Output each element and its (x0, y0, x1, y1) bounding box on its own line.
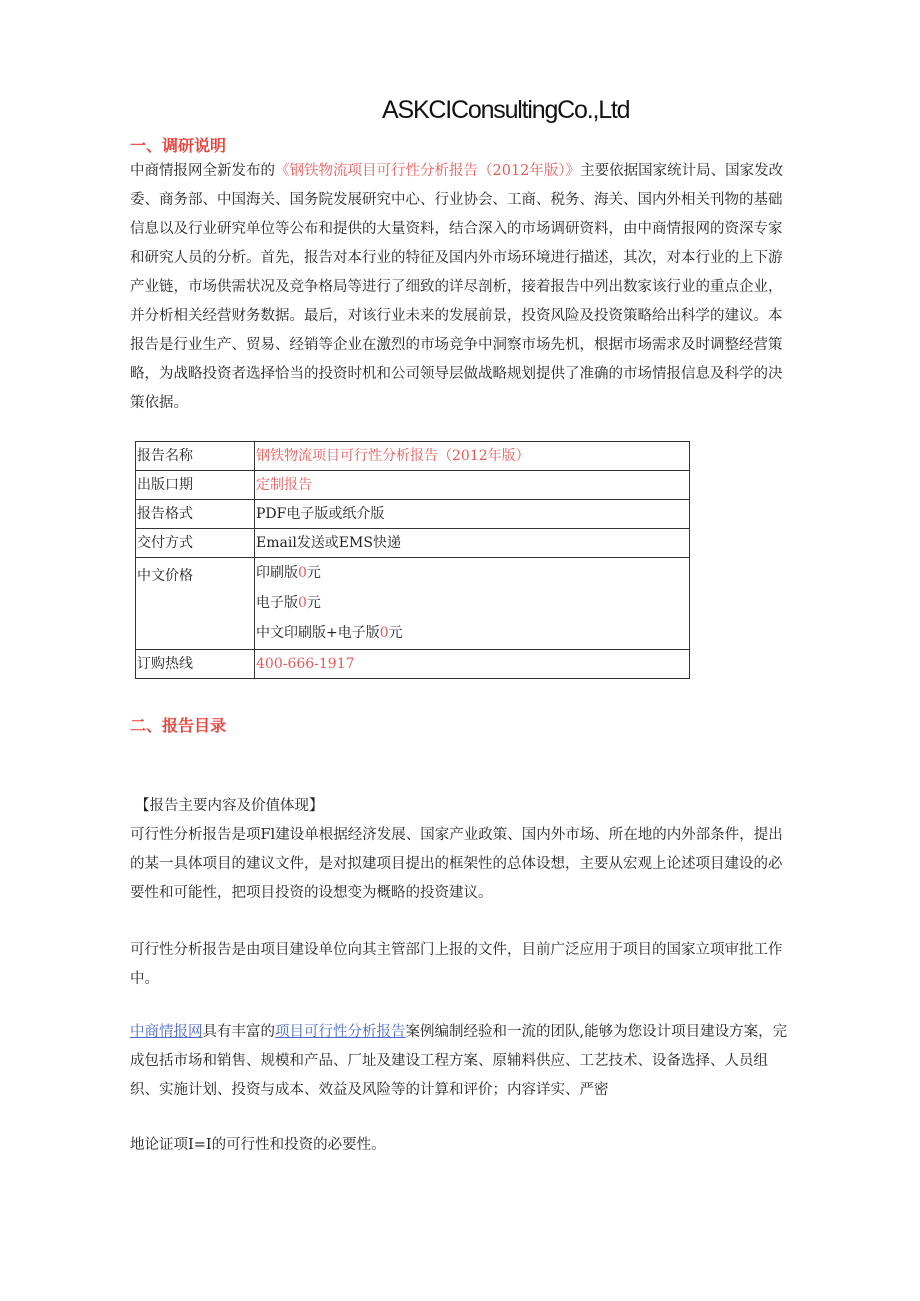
hotline-label: 订购热线 (136, 650, 255, 679)
table-row (136, 558, 690, 650)
delivery-label: 交付方式 (136, 529, 255, 558)
askci-link[interactable]: 中商情报网 (130, 1024, 203, 1040)
closing-paragraph: 地论证项I=I的可行性和投资的必要性。 (130, 1137, 386, 1153)
price-electronic: 电子版0元 (256, 595, 321, 611)
report-name-label: 报告名称 (136, 442, 255, 471)
table-row (136, 471, 690, 500)
report-format-value: PDF电子版或纸介版 (255, 500, 690, 529)
feasibility-paragraph-1: 可行性分析报告是项Fl建设单根据经济发展、国家产业政策、国内外市场、所在地的内外部条件，提出的某一具体项目的建议文件，是对拟建项目提出的框架性的总体设想，主要从宏观上论述项目建设的必要性和可能性，把项目投资的设想变为概略的投资建议。 (130, 827, 783, 901)
table-row (136, 442, 690, 471)
table-row (136, 500, 690, 529)
intro-body: 主要依据国家统计局、国家发改委、商务部、中国海关、国务院发展研究中心、行业协会、工商、税务、海关、国内外相关刊物的基础信息以及行业研究单位等公布和提供的大量资料，结合深入的市场调研资料，由中商情报网的资深专家和研究人员的分析。首先，报告对本行业的特征及国内外市场环境进行描述，其次，对本行业的上下游产业链，市场供需状况及竞争格局等进行了细致的详尽剖析，接着报告中列出数家该行业的重点企业，并分析相关经营财务数据。最后，对该行业未来的发展前景，投资风险及投资策略给出科学的建议。本报告是行业生产、贸易、经销等企业在激烈的市场竞争中洞察市场先机，根据市场需求及时调整经营策略，为战略投资者选择恰当的投资时机和公司领导层做战略规划提供了准确的市场情报信息及科学的决策依据。 (130, 163, 784, 411)
feasibility-paragraph-2: 可行性分析报告是由项目建设单位向其主管部门上报的文件，目前广泛应用于项目的国家立项审批工作中。 (130, 942, 783, 987)
delivery-value: Email发送或EMS快递 (255, 529, 690, 558)
section-heading-survey: 一、调研说明 (130, 136, 227, 155)
price-label: 中文价格 (136, 558, 255, 650)
report-name-value[interactable]: 钢铁物流项目可行性分析报告（2012年版） (255, 442, 690, 471)
price-values (255, 558, 690, 650)
team-paragraph: 中商情报网具有丰富的项目可行性分析报告案例编制经验和一流的团队,能够为您设计项目建设方案，完成包括市场和销售、规模和产品、厂址及建设工程方案、原辅料供应、工艺技术、设备选择、人员组织、实施计划、投资与成本、效益及风险等的计算和评价；内容详实、严密 (130, 1024, 788, 1098)
content-subtitle: 【报告主要内容及价值体现】 (135, 798, 324, 814)
publish-date-label: 出版口期 (136, 471, 255, 500)
report-format-label: 报告格式 (136, 500, 255, 529)
price-print: 印刷版0元 (256, 565, 321, 581)
intro-report-title[interactable]: 《钢铁物流项目可行性分析报告（2012年版）》 (275, 163, 581, 179)
intro-paragraph (130, 157, 790, 418)
table-row (136, 650, 690, 679)
hotline-value[interactable]: 400-666-1917 (255, 650, 690, 679)
price-bundle: 中文印刷版+电子版0元 (256, 625, 403, 641)
intro-prefix: 中商情报网全新发布的 (130, 163, 275, 179)
publish-date-value[interactable]: 定制报告 (255, 471, 690, 500)
company-header: ASKCIConsultingCo.,Ltd (382, 96, 630, 124)
table-row (136, 529, 690, 558)
report-info-table (135, 441, 690, 679)
section-heading-toc: 二、报告目录 (130, 716, 227, 735)
feasibility-report-link[interactable]: 项目可行性分析报告 (275, 1024, 406, 1040)
